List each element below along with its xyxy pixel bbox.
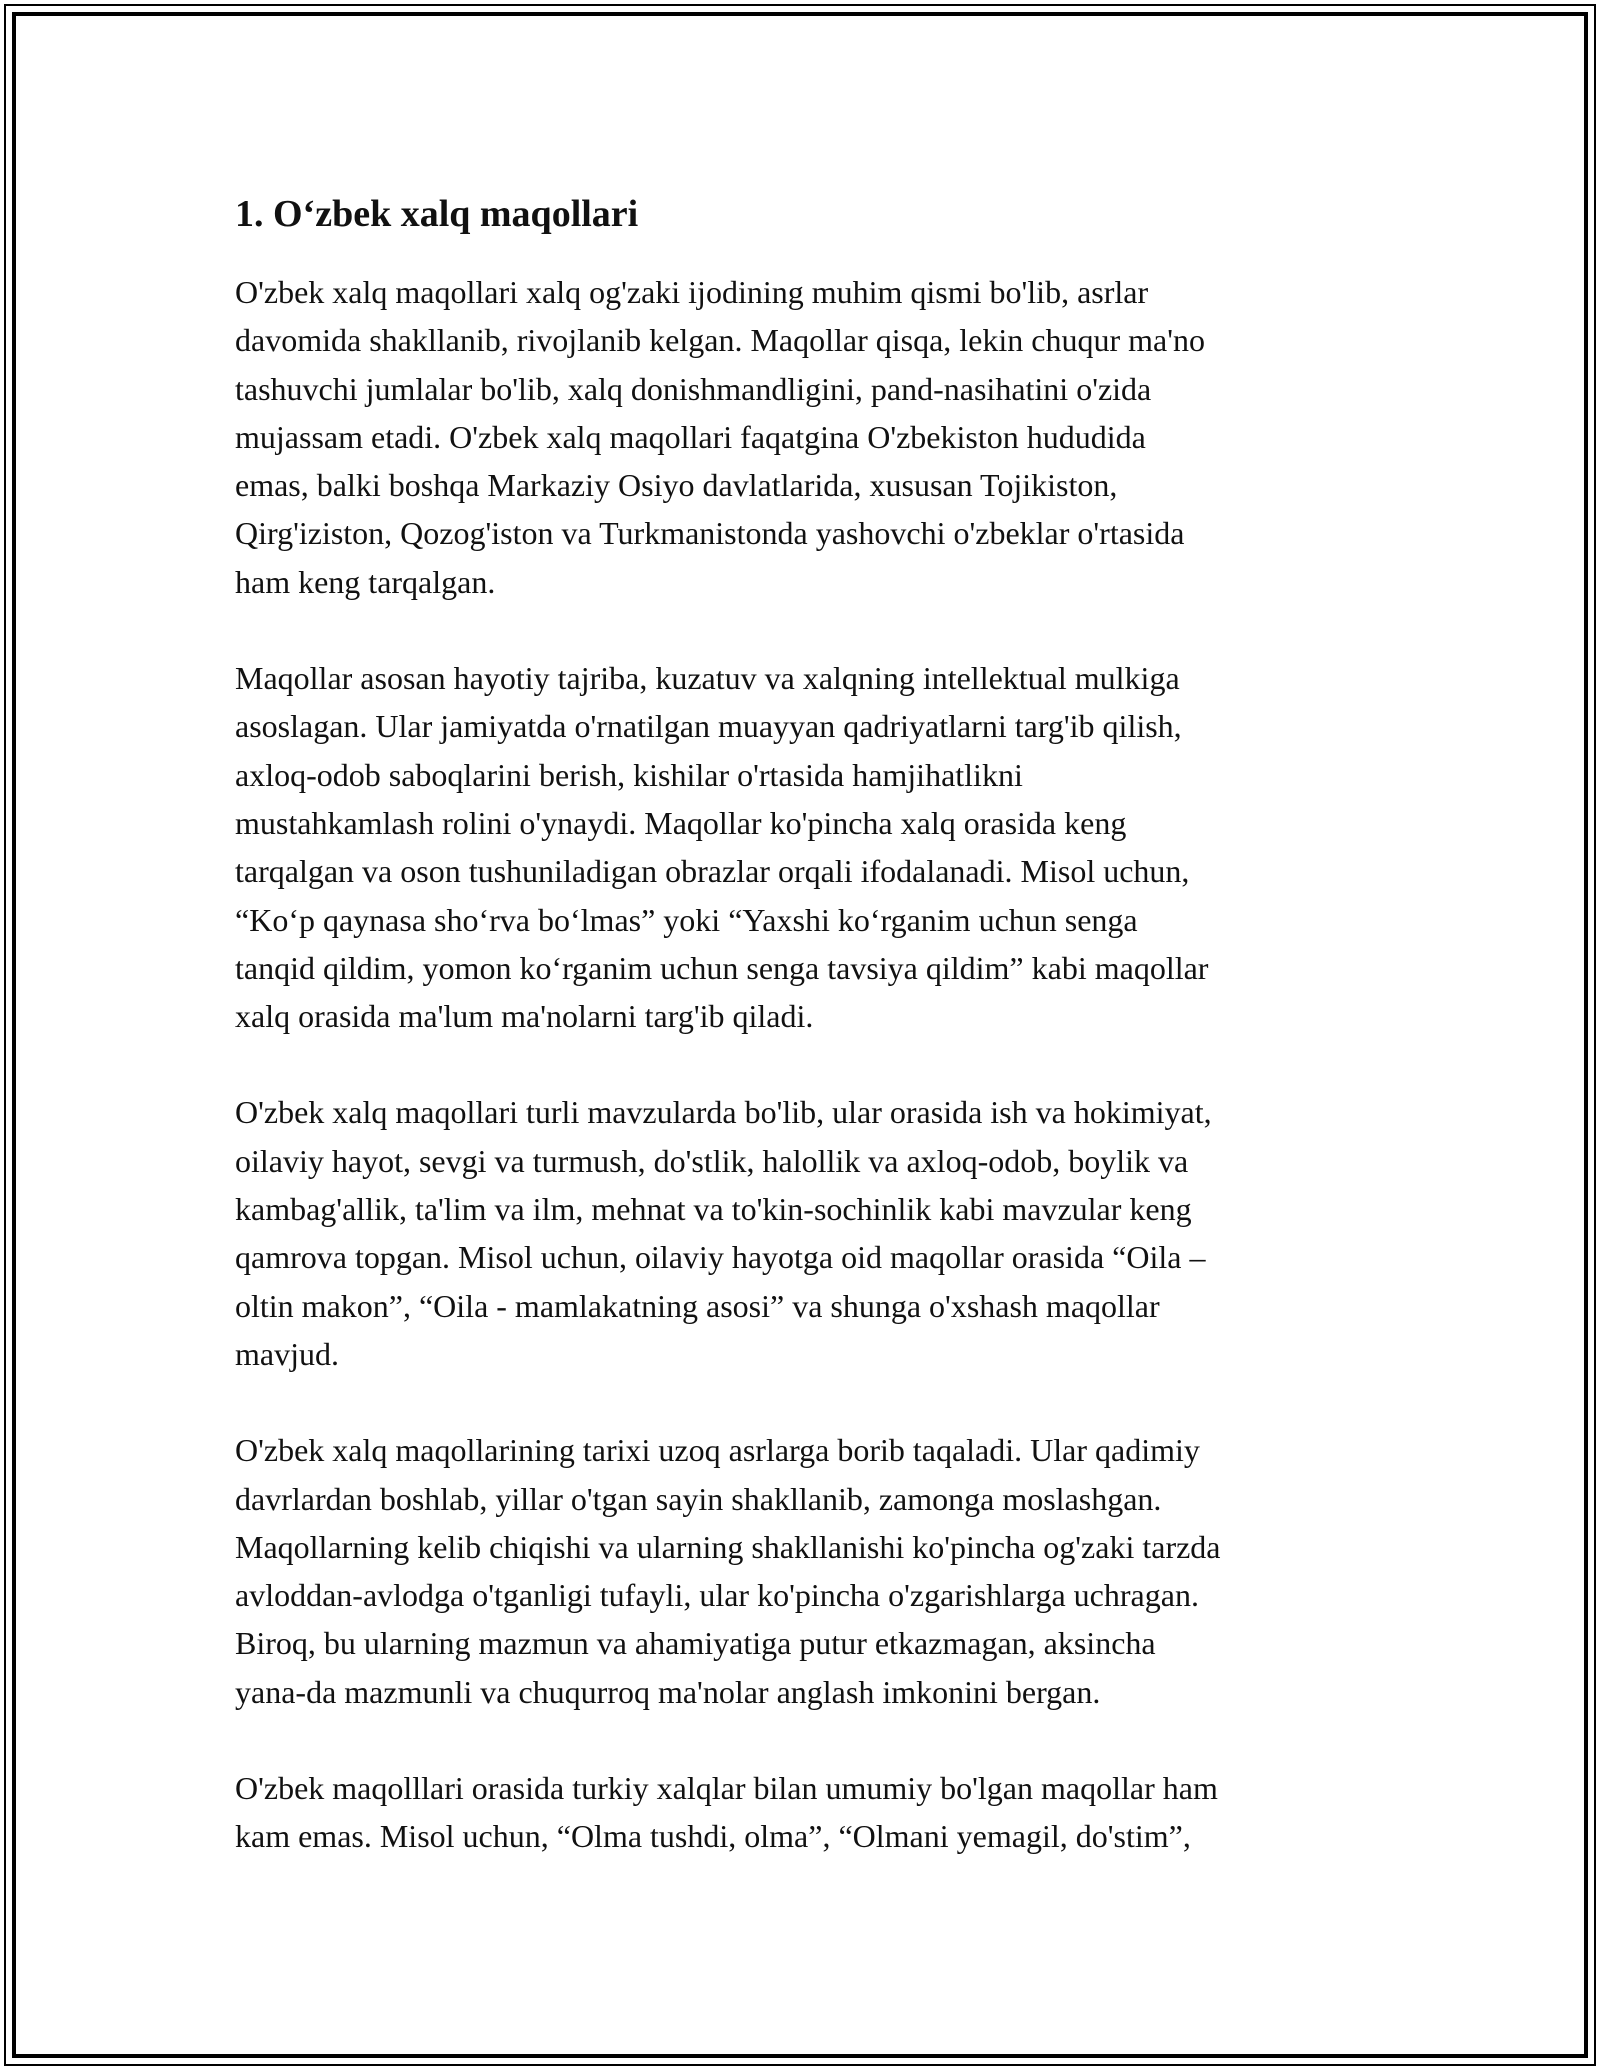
paragraph-1: [235, 268, 1395, 606]
paragraph-4: [235, 1426, 1395, 1716]
text-line: tarqalgan va oson tushuniladigan obrazlar orqali ifodalanadi. Misol uchun,: [235, 853, 1190, 890]
text-line: axloq-odob saboqlarini berish, kishilar o'rtasida hamjihatlikni: [235, 756, 1023, 793]
text-line: oltin makon”, “Oila - mamlakatning asosi” va shunga o'xshash maqollar: [235, 1287, 1160, 1324]
paragraph-5: [235, 1764, 1395, 1861]
text-line: mujassam etadi. O'zbek xalq maqollari faqatgina O'zbekiston hududida: [235, 418, 1146, 455]
text-line: kam emas. Misol uchun, “Olma tushdi, olma”, “Olmani yemagil, do'stim”,: [235, 1818, 1191, 1855]
text-line: emas, balki boshqa Markaziy Osiyo davlatlarida, xususan Tojikiston,: [235, 467, 1118, 504]
text-line: qamrova topgan. Misol uchun, oilaviy hayotga oid maqollar orasida “Oila –: [235, 1239, 1206, 1276]
text-line: tanqid qildim, yomon ko‘rganim uchun senga tavsiya qildim” kabi maqollar: [235, 949, 1209, 986]
text-line: Qirg'iziston, Qozog'iston va Turkmanistonda yashovchi o'zbeklar o'rtasida: [235, 515, 1185, 552]
paragraph-2: [235, 654, 1395, 1040]
text-line: kambag'allik, ta'lim va ilm, mehnat va to'kin-sochinlik kabi mavzular keng: [235, 1191, 1192, 1228]
text-line: O'zbek xalq maqollari turli mavzularda bo'lib, ular orasida ish va hokimiyat,: [235, 1094, 1212, 1131]
text-line: davomida shakllanib, rivojlanib kelgan. Maqollar qisqa, lekin chuqur ma'no: [235, 322, 1205, 359]
paragraph-3: [235, 1088, 1395, 1378]
text-line: davrlardan boshlab, yillar o'tgan sayin shakllanib, zamonga moslashgan.: [235, 1480, 1162, 1517]
text-line: mavjud.: [235, 1335, 339, 1372]
text-line: Maqollarning kelib chiqishi va ularning shakllanishi ko'pincha og'zaki tarzda: [235, 1528, 1221, 1565]
text-line: yana-da mazmunli va chuqurroq ma'nolar anglash imkonini bergan.: [235, 1673, 1101, 1710]
text-line: O'zbek xalq maqollarining tarixi uzoq asrlarga borib taqaladi. Ular qadimiy: [235, 1432, 1200, 1469]
text-line: oilaviy hayot, sevgi va turmush, do'stlik, halollik va axloq-odob, boylik va: [235, 1142, 1189, 1179]
section-heading: 1. O‘zbek xalq maqollari: [235, 193, 639, 235]
text-line: ham keng tarqalgan.: [235, 563, 496, 600]
document-body: [235, 190, 1395, 1909]
text-line: tashuvchi jumlalar bo'lib, xalq donishmandligini, pand-nasihatini o'zida: [235, 370, 1152, 407]
text-line: O'zbek xalq maqollari xalq og'zaki ijodining muhim qismi bo'lib, asrlar: [235, 274, 1149, 310]
text-line: “Ko‘p qaynasa sho‘rva bo‘lmas” yoki “Yaxshi ko‘rganim uchun senga: [235, 901, 1138, 938]
text-line: mustahkamlash rolini o'ynaydi. Maqollar ko'pincha xalq orasida keng: [235, 804, 1127, 841]
text-line: Maqollar asosan hayotiy tajriba, kuzatuv va xalqning intellektual mulkiga: [235, 660, 1180, 697]
text-line: xalq orasida ma'lum ma'nolarni targ'ib qiladi.: [235, 998, 814, 1035]
text-line: avloddan-avlodga o'tganligi tufayli, ular ko'pincha o'zgarishlarga uchragan.: [235, 1577, 1199, 1614]
text-line: Biroq, bu ularning mazmun va ahamiyatiga putur etkazmagan, aksincha: [235, 1625, 1156, 1662]
text-line: O'zbek maqolllari orasida turkiy xalqlar bilan umumiy bo'lgan maqollar ham: [235, 1770, 1218, 1807]
text-line: asoslagan. Ular jamiyatda o'rnatilgan muayyan qadriyatlarni targ'ib qilish,: [235, 708, 1182, 745]
